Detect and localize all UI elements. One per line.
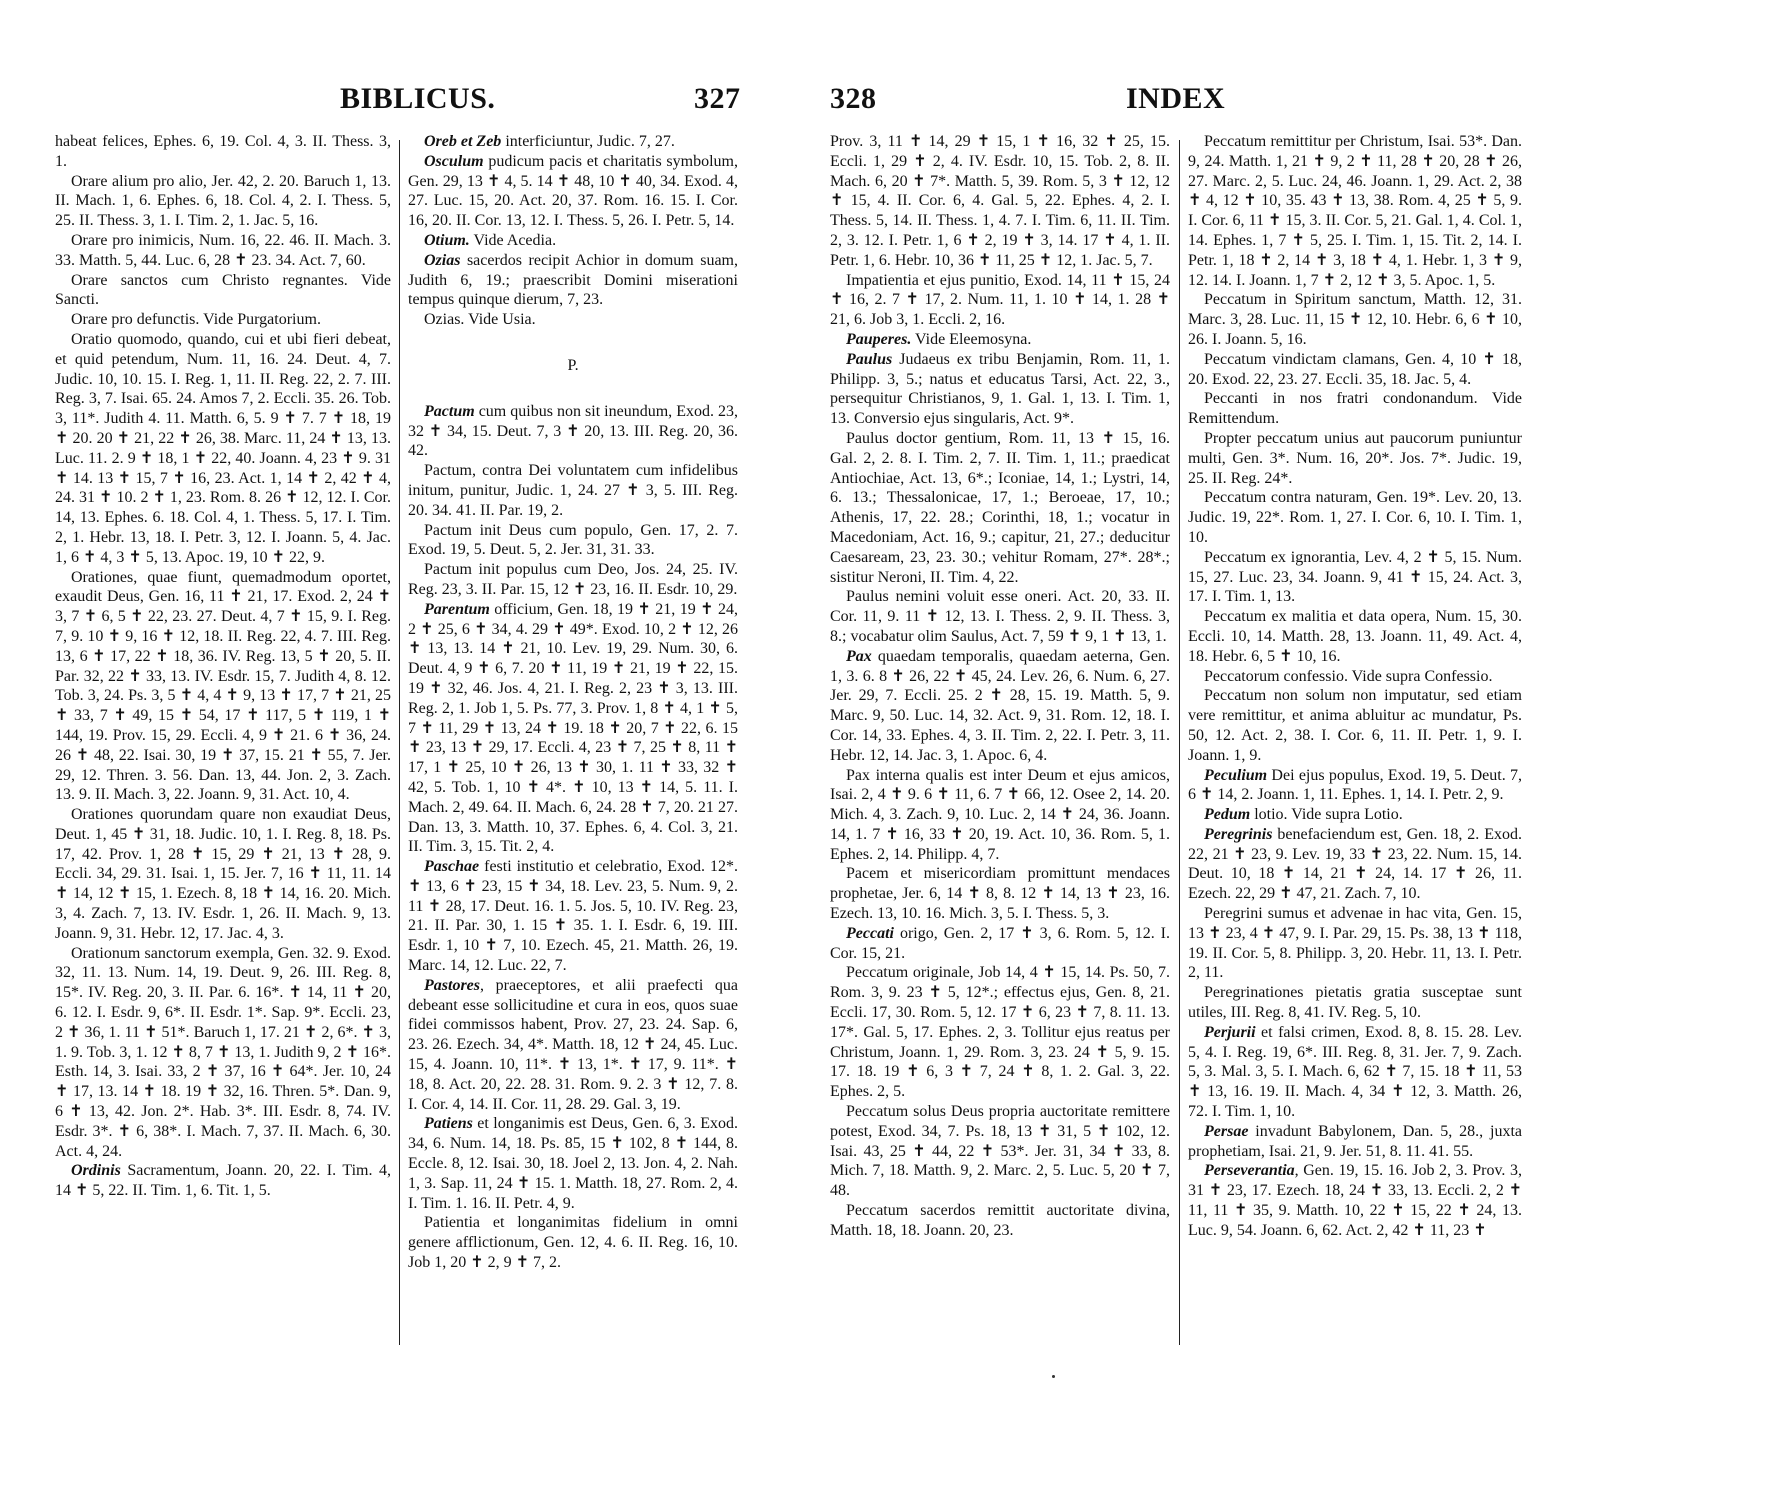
- index-entry: Peccatum solus Deus propria auctoritate remittere potest, Exod. 34, 7. Ps. 18, 13 ✝ 31, 5 ✝ 102, 12. Isai. 43, 25 ✝ 44, 22 ✝ 53*. Jer. 31, 34 ✝ 33, 8. Mich. 7, 18. Matth. 9, 2. Marc. 2, 5. Luc. 5, 20 ✝ 7, 48.: [830, 1103, 1170, 1200]
- index-entry: Peregrinis benefaciendum est, Gen. 18, 2. Exod. 22, 21 ✝ 23, 9. Lev. 19, 33 ✝ 23, 22. Num. 15, 14. Deut. 10, 18 ✝ 14, 21 ✝ 24, 14. 17 ✝ 26, 11. Ezech. 22, 29 ✝ 47, 21. Zach. 7, 10.: [1188, 825, 1522, 903]
- index-entry: Ordinis Sacramentum, Joann. 20, 22. I. Tim. 4, 14 ✝ 5, 22. II. Tim. 1, 6. Tit. 1, 5.: [55, 1162, 391, 1200]
- print-speck: [1052, 1375, 1055, 1378]
- right-page: [830, 0, 1780, 1500]
- entry-keyword: Pax: [846, 647, 872, 665]
- entry-keyword: Peculium: [1204, 766, 1268, 784]
- index-entry: Paulus nemini voluit esse oneri. Act. 20, 33. II. Cor. 11, 9. 11 ✝ 12, 13. I. Thess. 2, 9. II. Thess. 3, 8.; vocabatur olim Saulus, Act. 7, 59 ✝ 9, 1 ✝ 13, 1.: [830, 588, 1170, 645]
- entry-keyword: Patiens: [424, 1115, 473, 1133]
- column-divider: [1179, 140, 1180, 1345]
- entry-keyword: Pauperes.: [846, 330, 912, 348]
- entry-keyword: Pedum: [1204, 806, 1251, 824]
- index-entry: Peregrini sumus et advenae in hac vita, Gen. 15, 13 ✝ 23, 4 ✝ 47, 9. I. Par. 29, 15. Ps. 38, 13 ✝ 118, 19. II. Cor. 5, 8. Philipp. 3, 20. Hebr. 11, 13. I. Petr. 2, 11.: [1188, 905, 1522, 982]
- index-entry: Pauperes. Vide Eleemosyna.: [846, 330, 1032, 348]
- index-entry: Parentum officium, Gen. 18, 19 ✝ 21, 19 ✝ 24, 2 ✝ 25, 6 ✝ 34, 4. 29 ✝ 49*. Exod. 10, 2 ✝ 12, 26 ✝ 13, 13. 14 ✝ 21, 10. Lev. 19, 29. Num. 30, 6. Deut. 4, 9 ✝ 6, 7. 20 ✝ 11, 19 ✝ 21, 19 ✝ 22, 15. 19 ✝ 32, 46. Jos. 4, 21. I. Reg. 2, 23 ✝ 3, 13. III. Reg. 2, 1. Job 1, 5. Ps. 77, 3. Prov. 1, 8 ✝ 4, 1 ✝ 5, 7 ✝ 11, 29 ✝ 13, 24 ✝ 19. 18 ✝ 20, 7 ✝ 22, 6. 15 ✝ 23, 13 ✝ 29, 17. Eccli. 4, 23 ✝ 7, 25 ✝ 8, 11 ✝ 17, 1 ✝ 25, 10 ✝ 26, 13 ✝ 30, 1. 11 ✝ 33, 32 ✝ 42, 5. Tob. 1, 10 ✝ 4*. ✝ 10, 13 ✝ 14, 5. 11. I. Mach. 2, 49. 64. II. Mach. 6, 24. 28 ✝ 7, 20. 21 27. Dan. 13, 3. Matth. 10, 37. Ephes. 6, 4. Col. 3, 21. II. Tim. 3, 15. Tit. 2, 4.: [408, 600, 738, 856]
- index-entry: Osculum pudicum pacis et charitatis symbolum, Gen. 29, 13 ✝ 4, 5. 14 ✝ 48, 10 ✝ 40, 34. Exod. 4, 27. Luc. 15, 20. Act. 20, 37. Rom. 16. 15. I. Cor. 16, 20. II. Cor. 13, 12. I. Thess. 5, 26. I. Petr. 5, 14.: [408, 152, 738, 230]
- index-entry: Orationum sanctorum exempla, Gen. 32. 9. Exod. 32, 11. 13. Num. 14, 19. Deut. 9, 26. III. Reg. 8, 15*. IV. Reg. 20, 3. II. Par. 6. 16*. ✝ 14, 11 ✝ 20, 6. 12. I. Esdr. 9, 6*. II. Esdr. 1*. Sap. 9*. Eccli. 23, 2 ✝ 36, 1. 11 ✝ 51*. Baruch 1, 17. 21 ✝ 2, 6*. ✝ 3, 1. 9. Tob. 3, 1. 12 ✝ 8, 7 ✝ 13, 1. Judith 9, 2 ✝ 16*. Esth. 14, 3. Isai. 33, 2 ✝ 37, 16 ✝ 64*. Jer. 10, 24 ✝ 17, 13. 14 ✝ 18. 19 ✝ 32, 16. Thren. 5*. Dan. 9, 6 ✝ 13, 42. Jon. 2*. Hab. 3*. III. Esdr. 8, 74. IV. Esdr. 3*. ✝ 6, 38*. I. Mach. 7, 37. II. Mach. 6, 30. Act. 4, 24.: [55, 944, 391, 1160]
- index-entry: Ozias sacerdos recipit Achior in domum suam, Judith 6, 19.; praescribit Domini miserationi tempus quinque dierum, 7, 23.: [408, 251, 738, 309]
- entry-keyword: Perseverantia: [1204, 1162, 1295, 1180]
- index-entry: Pax interna qualis est inter Deum et ejus amicos, Isai. 2, 4 ✝ 9. 6 ✝ 11, 6. 7 ✝ 66, 12. Osee 2, 14. 20. Mich. 4, 3. Zach. 9, 10. Luc. 2, 14 ✝ 24, 36. Joann. 14, 1. 7 ✝ 16, 33 ✝ 20, 19. Act. 10, 36. Rom. 5, 1. Ephes. 2, 14. Philipp. 4, 7.: [830, 766, 1170, 863]
- entry-keyword: Pactum: [424, 402, 475, 420]
- index-entry: Patiens et longanimis est Deus, Gen. 6, 3. Exod. 34, 6. Num. 14, 18. Ps. 85, 15 ✝ 102, 8 ✝ 144, 8. Eccle. 8, 12. Isai. 30, 18. Joel 2, 13. Jon. 4, 2. Nah. 1, 3. Sap. 11, 24 ✝ 15. 1. Matth. 18, 27. Rom. 2, 4. I. Tim. 1. 16. II. Petr. 4, 9.: [408, 1115, 738, 1212]
- entry-keyword: Ozias: [424, 251, 461, 269]
- index-column-left-b: [408, 132, 738, 1347]
- section-letter-heading: P.: [567, 356, 579, 374]
- entry-keyword: Paulus: [846, 350, 893, 368]
- index-entry: Orare pro defunctis. Vide Purgatorium.: [71, 311, 321, 329]
- index-entry: Peccatum vindictam clamans, Gen. 4, 10 ✝ 18, 20. Exod. 22, 23. 27. Eccli. 35, 18. Jac. 5, 4.: [1188, 350, 1522, 388]
- entry-keyword: Otium.: [424, 231, 470, 249]
- index-entry: Orare pro inimicis, Num. 16, 22. 46. II. Mach. 3. 33. Matth. 5, 44. Luc. 6, 28 ✝ 23. 34. Act. 7, 60.: [55, 231, 391, 269]
- index-entry: Peregrinationes pietatis gratia susceptae sunt utiles, III. Reg. 8, 41. IV. Reg. 5, 10.: [1188, 984, 1522, 1022]
- page-number: 328: [830, 82, 877, 115]
- index-entry: Otium. Vide Acedia.: [424, 231, 557, 249]
- index-entry: Pedum lotio. Vide supra Lotio.: [1204, 806, 1403, 824]
- index-column-left-a: [55, 132, 391, 1347]
- index-entry: Peccatum remittitur per Christum, Isai. 53*. Dan. 9, 24. Matth. 1, 21 ✝ 9, 2 ✝ 11, 28 ✝ 20, 28 ✝ 26, 27. Marc. 2, 5. Luc. 24, 46. Joann. 1, 29. Act. 2, 38 ✝ 4, 12 ✝ 10, 35. 43 ✝ 13, 38. Rom. 4, 25 ✝ 5, 9. I. Cor. 6, 11 ✝ 15, 3. II. Cor. 5, 21. Gal. 1, 4. Col. 1, 14. Ephes. 1, 7 ✝ 5, 25. I. Tim. 1, 15. Tit. 2, 14. I. Petr. 1, 18 ✝ 2, 14 ✝ 3, 18 ✝ 4, 1. Hebr. 1, 3 ✝ 9, 12. 14. I. Joann. 1, 7 ✝ 2, 12 ✝ 3, 5. Apoc. 1, 5.: [1188, 133, 1522, 289]
- index-entry: Peccanti in nos fratri condonandum. Vide Remittendum.: [1188, 390, 1522, 428]
- running-head-title: BIBLICUS.: [340, 82, 496, 115]
- index-entry: Propter peccatum unius aut paucorum puniuntur multi, Gen. 3*. Num. 16, 20*. Jos. 7*. Judic. 19, 25. II. Reg. 24*.: [1188, 429, 1522, 487]
- entry-keyword: Peccati: [846, 924, 894, 942]
- index-column-right-a: [830, 132, 1170, 1347]
- index-entry: Perseverantia, Gen. 19, 15. 16. Job 2, 3. Prov. 3, 31 ✝ 23, 17. Ezech. 18, 24 ✝ 33, 13. Eccli. 2, 2 ✝ 11, 11 ✝ 35, 9. Matth. 10, 22 ✝ 15, 22 ✝ 24, 13. Luc. 9, 54. Joann. 6, 62. Act. 2, 42 ✝ 11, 23 ✝: [1188, 1162, 1522, 1239]
- index-entry: Pactum init Deus cum populo, Gen. 17, 2. 7. Exod. 19, 5. Deut. 5, 2. Jer. 31, 31. 33.: [408, 521, 738, 559]
- index-entry: Peccatum sacerdos remittit auctoritate divina, Matth. 18, 18. Joann. 20, 23.: [830, 1202, 1170, 1239]
- entry-keyword: Pastores: [424, 976, 480, 994]
- entry-keyword: Ordinis: [71, 1162, 121, 1180]
- index-entry: Patientia et longanimitas fidelium in omni genere afflictionum, Gen. 12, 4. 6. II. Reg. 16, 10. Job 1, 20 ✝ 2, 9 ✝ 7, 2.: [408, 1214, 738, 1272]
- entry-keyword: Oreb et Zeb: [424, 133, 502, 150]
- index-entry: Pastores, praeceptores, et alii praefecti qua debeant esse sollicitudine et cura in eos, quos suae fidei commissos habent, Prov. 27, 23. 24. Sap. 6, 23. 26. Ezech. 34, 4*. Matth. 18, 12 ✝ 24, 45. Luc. 15, 4. Joann. 10, 11*. ✝ 13, 1*. ✝ 17, 9. 11*. ✝ 18, 8. Act. 20, 22. 28. 31. Rom. 9. 2. 3 ✝ 12, 7. 8. I. Cor. 4, 14. II. Cor. 11, 28. 29. Gal. 3, 19.: [408, 976, 738, 1113]
- index-entry: Orare alium pro alio, Jer. 42, 2. 20. Baruch 1, 13. II. Mach. 1, 6. Ephes. 6, 18. Col. 4, 2. I. Thess. 5, 25. II. Thess. 3, 1. I. Tim. 2, 1. Jac. 5, 16.: [55, 172, 391, 230]
- entry-keyword: Parentum: [424, 600, 490, 618]
- index-entry: Peccatorum confessio. Vide supra Confessio.: [1204, 667, 1493, 685]
- index-entry: Orationes quorundam quare non exaudiat Deus, Deut. 1, 45 ✝ 31, 18. Judic. 10, 1. I. Reg. 8, 18. Ps. 17, 42. Prov. 1, 28 ✝ 15, 29 ✝ 21, 13 ✝ 28, 9. Eccli. 34, 29. 31. Isai. 1, 15. Jer. 7, 16 ✝ 11, 11. 14 ✝ 14, 12 ✝ 15, 1. Ezech. 8, 18 ✝ 14, 16. 20. Mich. 3, 4. Zach. 7, 13. IV. Esdr. 1, 26. II. Mach. 9, 13. Joann. 9, 31. Hebr. 12, 17. Jac. 4, 3.: [55, 806, 391, 942]
- index-entry: habeat felices, Ephes. 6, 19. Col. 4, 3. II. Thess. 3, 1.: [55, 133, 391, 170]
- index-entry: Peculium Dei ejus populus, Exod. 19, 5. Deut. 7, 6 ✝ 14, 2. Joann. 1, 11. Ephes. 1, 14. I. Petr. 2, 9.: [1188, 766, 1522, 804]
- page-number: 327: [694, 82, 741, 115]
- index-entry: Paulus Judaeus ex tribu Benjamin, Rom. 11, 1. Philipp. 3, 5.; natus et educatus Tarsi, Act. 22, 3., persequitur Christianos, 9, 1. Gal. 1, 13. I. Tim. 1, 13. Conversio ejus singularis, Act. 9*.: [830, 350, 1170, 428]
- index-entry: Peccatum non solum non imputatur, sed etiam vere remittitur, et anima abluitur ac mundatur, Ps. 50, 12. Act. 2, 38. I. Cor. 6, 11. II. Petr. 1, 9. I. Joann. 1, 9.: [1188, 687, 1522, 764]
- index-entry: Peccatum in Spiritum sanctum, Matth. 12, 31. Marc. 3, 28. Luc. 11, 15 ✝ 12, 10. Hebr. 6, 6 ✝ 10, 26. I. Joann. 5, 16.: [1188, 291, 1522, 348]
- index-entry: Perjurii et falsi crimen, Exod. 8, 8. 15. 28. Lev. 5, 4. I. Reg. 19, 6*. III. Reg. 8, 31. Jer. 7, 9. Zach. 5, 3. Mal. 3, 5. I. Mach. 6, 62 ✝ 7, 15. 18 ✝ 11, 53 ✝ 13, 16. 19. II. Mach. 4, 34 ✝ 12, 3. Matth. 26, 72. I. Tim. 1, 10.: [1188, 1023, 1522, 1121]
- index-entry: Persae invadunt Babylonem, Dan. 5, 28., juxta prophetiam, Isai. 21, 9. Jer. 51, 8. 11. 41. 55.: [1188, 1122, 1522, 1160]
- entry-keyword: Osculum: [424, 152, 484, 170]
- index-entry: Paschae festi institutio et celebratio, Exod. 12*. ✝ 13, 6 ✝ 23, 15 ✝ 34, 18. Lev. 23, 5. Num. 9, 2. 11 ✝ 28, 17. Deut. 16. 1. 5. Jos. 5, 10. IV. Reg. 23, 21. II. Par. 30, 1. 15 ✝ 35. 1. I. Esdr. 6, 19. III. Esdr. 1, 10 ✝ 7, 10. Ezech. 45, 21. Matth. 26, 19. Marc. 14, 12. Luc. 22, 7.: [408, 858, 738, 975]
- index-entry: Orare sanctos cum Christo regnantes. Vide Sancti.: [55, 271, 391, 309]
- index-entry: Pactum, contra Dei voluntatem cum infidelibus initum, punitur, Judic. 1, 24. 27 ✝ 3, 5. III. Reg. 20. 34. 41. II. Par. 19, 2.: [408, 462, 738, 519]
- index-entry: Peccatum contra naturam, Gen. 19*. Lev. 20, 13. Judic. 19, 22*. Rom. 1, 27. I. Cor. 6, 10. I. Tim. 1, 10.: [1188, 489, 1522, 546]
- index-column-right-b: [1188, 132, 1522, 1347]
- running-head-title: INDEX: [1126, 82, 1226, 115]
- entry-keyword: Perjurii: [1204, 1023, 1256, 1041]
- index-entry: Oratio quomodo, quando, cui et ubi fieri debeat, et quid petendum, Num. 11, 16. 24. Deut. 4, 7. Judic. 10, 10. 15. I. Reg. 1, 11. II. Reg. 22, 2. 7. III. Reg. 3, 7. Isai. 65. 24. Amos 7, 2. Eccli. 35. 26. Tob. 3, 11*. Judith 4. 11. Matth. 6, 5. 9 ✝ 7. 7 ✝ 18, 19 ✝ 20. 20 ✝ 21, 22 ✝ 26, 38. Marc. 11, 24 ✝ 13, 13. Luc. 11. 2. 9 ✝ 18, 1 ✝ 22, 40. Joann. 4, 23 ✝ 9. 31 ✝ 14. 13 ✝ 15, 7 ✝ 16, 23. Act. 1, 14 ✝ 2, 42 ✝ 4, 24. 31 ✝ 10. 2 ✝ 1, 23. Rom. 8. 26 ✝ 12, 12. I. Cor. 14, 13. Ephes. 6. 18. Col. 4, 1. Thess. 5, 17. I. Tim. 2, 1. Hebr. 13, 18. I. Petr. 3, 12. I. Joann. 5, 4. Jac. 1, 6 ✝ 4, 3 ✝ 5, 13. Apoc. 19, 10 ✝ 22, 9.: [55, 330, 391, 566]
- index-entry: Pactum cum quibus non sit ineundum, Exod. 23, 32 ✝ 34, 15. Deut. 7, 3 ✝ 20, 13. III. Reg. 20, 36. 42.: [408, 402, 738, 460]
- index-entry: Pactum init populus cum Deo, Jos. 24, 25. IV. Reg. 23, 3. II. Par. 15, 12 ✝ 23, 16. II. Esdr. 10, 29.: [408, 561, 738, 598]
- index-entry: Paulus doctor gentium, Rom. 11, 13 ✝ 15, 16. Gal. 2, 2. 8. I. Tim. 2, 7. II. Tim. 1, 11.; praedicat Antiochiae, Act. 13, 6*.; Iconiae, 14, 1.; Lystri, 14, 6. 13.; Thessalonicae, 17, 1.; Beroeae, 17, 10.; Athenis, 17, 22. 28.; Corinthi, 18, 1.; vocatur in Macedoniam, Act. 16, 9.; capitur, 21, 27.; deducitur Caesaream, 23, 23. 30.; vehitur Romam, 27*. 28*.; sistitur Neroni, II. Tim. 4, 22.: [830, 429, 1170, 586]
- index-entry: Prov. 3, 11 ✝ 14, 29 ✝ 15, 1 ✝ 16, 32 ✝ 25, 15. Eccli. 1, 29 ✝ 2, 4. IV. Esdr. 10, 15. Tob. 2, 8. II. Mach. 6, 20 ✝ 7*. Matth. 5, 39. Rom. 5, 3 ✝ 12, 12 ✝ 15, 4. II. Cor. 6, 4. Gal. 5, 22. Ephes. 4, 2. I. Thess. 5, 14. II. Thess. 1, 4. 7. I. Tim. 6, 11. II. Tim. 2, 3. 12. I. Petr. 1, 6 ✝ 2, 19 ✝ 3, 14. 17 ✝ 4, 1. II. Petr. 1, 6. Hebr. 10, 36 ✝ 11, 25 ✝ 12, 1. Jac. 5, 7.: [830, 133, 1170, 269]
- index-entry: Peccatum ex ignorantia, Lev. 4, 2 ✝ 5, 15. Num. 15, 27. Luc. 23, 34. Joann. 9, 41 ✝ 15, 24. Act. 3, 17. I. Tim. 1, 13.: [1188, 548, 1522, 606]
- index-entry: Ozias. Vide Usia.: [424, 311, 536, 329]
- index-entry: Peccati origo, Gen. 2, 17 ✝ 3, 6. Rom. 5, 12. I. Cor. 15, 21.: [830, 924, 1170, 962]
- index-entry: Oreb et Zeb interficiuntur, Judic. 7, 27.: [424, 133, 675, 150]
- index-entry: Impatientia et ejus punitio, Exod. 14, 11 ✝ 15, 24 ✝ 16, 2. 7 ✝ 17, 2. Num. 11, 1. 10 ✝ 14, 1. 28 ✝ 21, 6. Job 3, 1. Eccli. 2, 16.: [830, 271, 1170, 329]
- entry-keyword: Persae: [1204, 1122, 1249, 1140]
- index-entry: Pacem et misericordiam promittunt mendaces prophetae, Jer. 6, 14 ✝ 8, 8. 12 ✝ 14, 13 ✝ 23, 16. Ezech. 13, 10. 16. Mich. 3, 5. I. Thess. 5, 3.: [830, 865, 1170, 923]
- entry-keyword: Paschae: [424, 858, 480, 876]
- index-entry: Peccatum originale, Job 14, 4 ✝ 15, 14. Ps. 50, 7. Rom. 3, 9. 23 ✝ 5, 12*.; effectus ejus, Gen. 8, 21. Eccli. 17, 30. Rom. 5, 12. 17 ✝ 6, 23 ✝ 7, 8. 11. 13. 17*. Gal. 5, 17. Ephes. 2, 3. Tollitur ejus reatus per Christum, Joann. 1, 29. Rom. 3, 23. 24 ✝ 5, 9. 15. 17. 18. 19 ✝ 6, 3 ✝ 7, 24 ✝ 8, 1. 2. Gal. 3, 22. Ephes. 2, 5.: [830, 964, 1170, 1101]
- index-entry: Orationes, quae fiunt, quemadmodum oportet, exaudit Deus, Gen. 16, 11 ✝ 21, 17. Exod. 2, 24 ✝ 3, 7 ✝ 6, 5 ✝ 22, 23. 27. Deut. 4, 7 ✝ 15, 9. I. Reg. 7, 9. 10 ✝ 9, 16 ✝ 12, 18. II. Reg. 22, 4. 7. III. Reg. 13, 6 ✝ 17, 22 ✝ 18, 36. IV. Reg. 13, 5 ✝ 20, 5. II. Par. 32, 22 ✝ 33, 13. IV. Esdr. 15, 7. Judith 4, 8. 12. Tob. 3, 24. Ps. 3, 5 ✝ 4, 4 ✝ 9, 13 ✝ 17, 7 ✝ 21, 25 ✝ 33, 7 ✝ 49, 15 ✝ 54, 17 ✝ 117, 5 ✝ 119, 1 ✝ 144, 19. Prov. 15, 29. Eccli. 4, 9 ✝ 21. 6 ✝ 36, 24. 26 ✝ 48, 22. Isai. 30, 19 ✝ 37, 15. 21 ✝ 55, 7. Jer. 29, 12. Thren. 3. 56. Dan. 13, 44. Jon. 2, 3. Zach. 13. 9. II. Mach. 3, 22. Joann. 9, 31. Act. 10, 4.: [55, 568, 391, 804]
- entry-keyword: Peregrinis: [1204, 825, 1273, 843]
- index-entry: Peccatum ex malitia et data opera, Num. 15, 30. Eccli. 10, 14. Matth. 28, 13. Joann. 11, 49. Act. 4, 18. Hebr. 6, 5 ✝ 10, 16.: [1188, 608, 1522, 665]
- column-divider: [399, 140, 400, 1345]
- index-entry: Pax quaedam temporalis, quaedam aeterna, Gen. 1, 3. 6. 8 ✝ 26, 22 ✝ 45, 24. Lev. 26, 6. Num. 6, 27. Jer. 29, 7. Eccli. 25. 2 ✝ 28, 15. 19. Matth. 5, 9. Marc. 9, 50. Luc. 14, 32. Act. 9, 31. Rom. 12, 18. I. Cor. 14, 33. Ephes. 4, 3. II. Tim. 2, 22. I. Petr. 3, 11. Hebr. 12, 14. Jac. 3, 1. Apoc. 6, 4.: [830, 647, 1170, 764]
